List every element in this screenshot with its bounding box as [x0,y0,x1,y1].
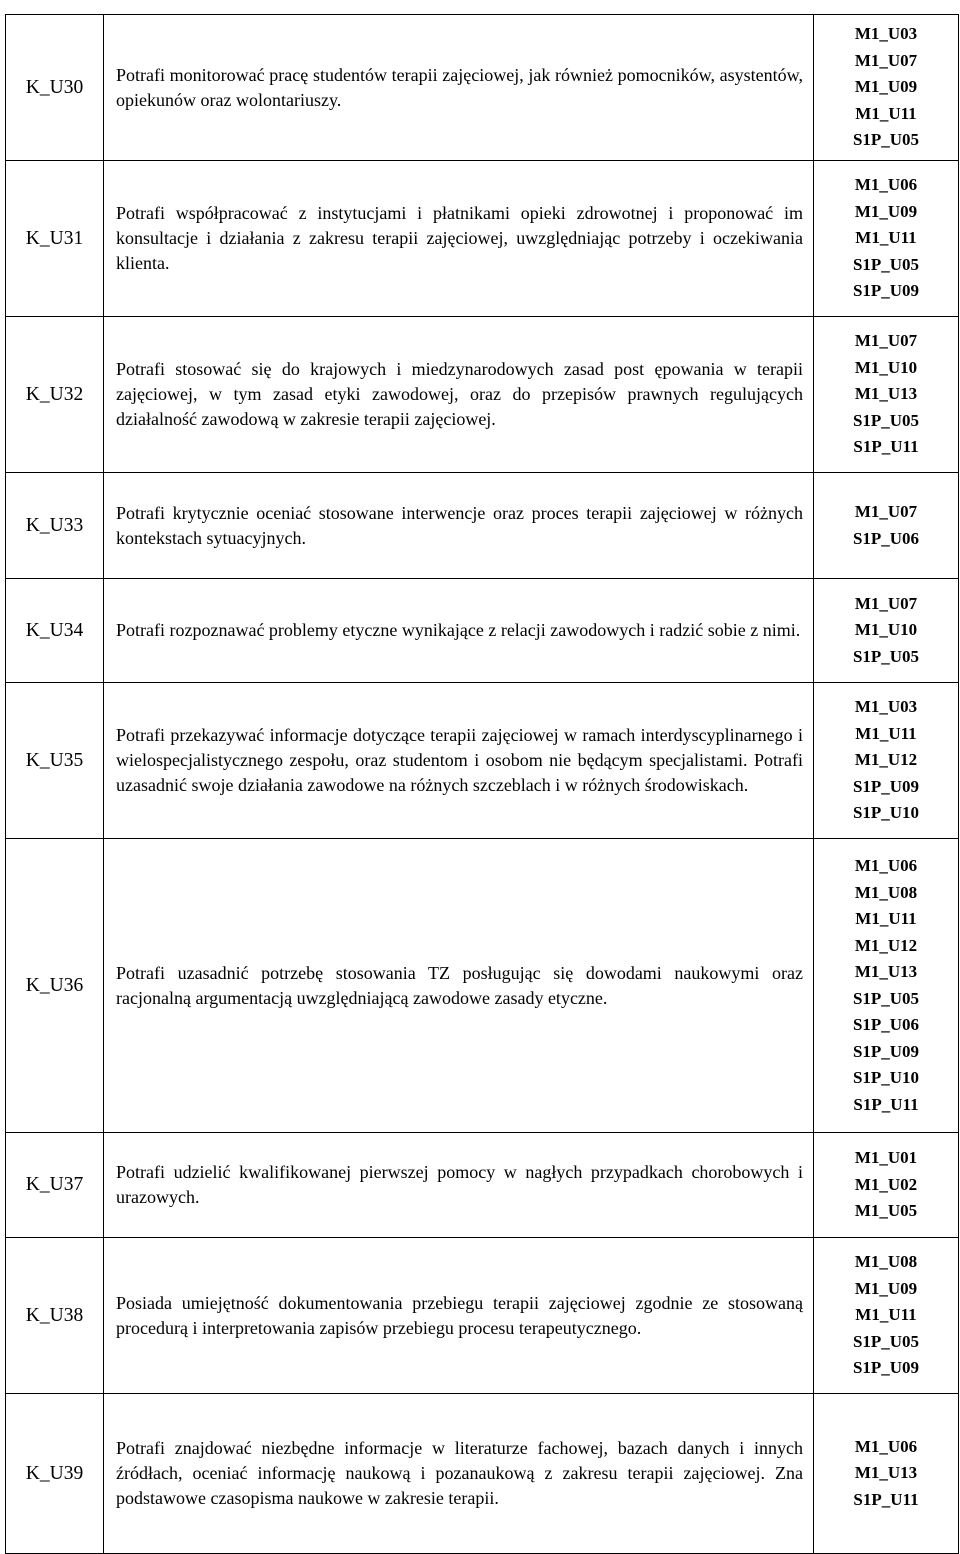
reference-code: S1P_U11 [853,1489,919,1509]
reference-code: M1_U11 [855,909,917,928]
reference-code: M1_U05 [854,1201,918,1221]
outcome-description-cell [104,579,814,683]
outcome-references [814,579,959,683]
outcome-description: Potrafi krytycznie oceniać stosowane interwencje oraz proces terapii zajęciowej w różnych kontekstach sytuacyjnych. [116,502,803,548]
reference-code: S1P_U06 [852,1015,920,1034]
reference-code: M1_U11 [855,1305,917,1325]
reference-code: S1P_U06 [852,528,920,548]
outcome-description: Potrafi monitorować pracę studentów terapii zajęciowej, jak również pomocników, asystentów, opiekunów oraz wolontariuszy. [116,64,803,110]
outcome-code: K_U32 [6,317,104,473]
reference-code: M1_U13 [854,1463,918,1483]
outcome-code: K_U35 [6,683,104,839]
table-row [6,579,959,683]
reference-code: M1_U07 [854,331,918,351]
reference-code: M1_U11 [855,723,917,743]
outcome-description-cell [104,473,814,579]
outcome-description: Potrafi udzielić kwalifikowanej pierwszej pomocy w nagłych przypadkach chorobowych i urazowych. [116,1162,803,1207]
reference-code: S1P_U09 [852,281,920,301]
reference-code: M1_U10 [854,620,918,640]
outcome-references [814,161,959,317]
outcome-description-cell [104,1133,814,1238]
outcome-references [814,683,959,839]
reference-code: M1_U06 [854,1436,918,1456]
outcome-references [814,15,959,161]
outcome-description-cell [104,161,814,317]
table-row [6,317,959,473]
outcome-description-cell [104,15,814,161]
outcome-description-cell [104,839,814,1133]
reference-code: M1_U02 [854,1174,918,1194]
reference-code: M1_U03 [854,697,918,717]
outcome-description-cell [104,1238,814,1394]
reference-code: S1P_U05 [852,410,920,430]
outcome-references [814,473,959,579]
outcome-code: K_U33 [6,473,104,579]
reference-code: S1P_U05 [852,988,920,1008]
outcome-description-cell [104,1394,814,1554]
outcome-description: Potrafi stosować się do krajowych i miedzynarodowych zasad post ępowania w terapii zajęciowej, w tym zasad etyki zawodowej, oraz do przepisów prawnych regulujących działalność zawodową w zakresie terapii zajęciowej. [116,359,803,429]
table-row [6,473,959,579]
reference-code: M1_U12 [854,935,918,955]
reference-code: M1_U09 [854,201,918,221]
table-body [6,15,959,1554]
outcome-references [814,839,959,1133]
reference-code: S1P_U10 [852,1068,920,1087]
reference-code: M1_U09 [854,1278,918,1298]
reference-code: S1P_U05 [852,646,920,666]
reference-code: M1_U12 [854,750,918,770]
reference-code: M1_U07 [854,50,918,70]
outcome-description: Potrafi znajdować niezbędne informacje w literaturze fachowej, bazach danych i innych źródłach, oceniać informację naukową i pozanaukową z zakresu terapii zajęciowej. Zna podstawowe czasopisma naukowe w zakresie terapii. [116,1438,803,1508]
reference-code: S1P_U09 [852,1358,920,1378]
reference-code: M1_U09 [854,77,918,97]
table-row [6,1238,959,1394]
reference-code: S1P_U05 [852,130,920,150]
reference-code: S1P_U11 [853,1094,919,1114]
reference-code: S1P_U05 [852,1331,920,1351]
reference-code: S1P_U05 [852,254,920,274]
reference-code: M1_U07 [854,593,918,613]
outcome-code: K_U38 [6,1238,104,1394]
table-row [6,683,959,839]
reference-code: M1_U07 [854,502,918,521]
reference-code: S1P_U10 [852,803,920,823]
reference-code: S1P_U11 [853,437,919,457]
outcome-description: Posiada umiejętność dokumentowania przebiegu terapii zajęciowej zgodnie ze stosowaną procedurą i interpretowania zapisów przebiegu procesu terapeutycznego. [116,1292,803,1338]
reference-code: S1P_U09 [852,776,920,796]
outcome-code: K_U31 [6,161,104,317]
outcome-code: K_U36 [6,839,104,1133]
outcome-code: K_U30 [6,15,104,161]
table-row [6,1394,959,1554]
reference-code: M1_U06 [854,175,918,195]
outcome-description-cell [104,683,814,839]
reference-code: M1_U11 [855,228,917,248]
table-row [6,1133,959,1238]
reference-code: M1_U08 [854,882,918,902]
reference-code: S1P_U09 [852,1041,920,1061]
reference-code: M1_U08 [854,1252,918,1272]
reference-code: M1_U06 [854,856,918,875]
reference-code: M1_U10 [854,357,918,377]
table-row [6,839,959,1133]
outcome-description-cell [104,317,814,473]
outcome-description: Potrafi współpracować z instytucjami i płatnikami opieki zdrowotnej i proponować im konsultacje i działania z zakresu terapii zajęciowej, uwzględniając potrzeby i oczekiwania klienta. [116,203,803,273]
table-row [6,161,959,317]
outcome-references [814,317,959,473]
learning-outcomes-table [5,14,959,1554]
table-row [6,15,959,161]
reference-code: M1_U01 [854,1148,918,1168]
outcome-references [814,1238,959,1394]
outcome-description: Potrafi przekazywać informacje dotyczące terapii zajęciowej w ramach interdyscyplinarnego i wielospecjalistycznego zespołu, oraz studentom i osobom nie będącym specjalistami. Potrafi uzasadnić swoje działania zawodowe na różnych szczeblach i w różnych środowiskach. [116,725,803,795]
reference-code: M1_U03 [854,24,918,44]
reference-code: M1_U11 [855,103,917,123]
outcome-references [814,1394,959,1554]
outcome-references [814,1133,959,1238]
reference-code: M1_U13 [854,384,918,404]
outcome-code: K_U37 [6,1133,104,1238]
outcome-description: Potrafi rozpoznawać problemy etyczne wynikające z relacji zawodowych i radzić sobie z nimi. [116,620,801,640]
outcome-code: K_U39 [6,1394,104,1554]
outcome-description: Potrafi uzasadnić potrzebę stosowania TZ posługując się dowodami naukowymi oraz racjonalną argumentacją uwzględniającą zawodowe zasady etyczne. [116,962,803,1008]
outcome-code: K_U34 [6,579,104,683]
reference-code: M1_U13 [854,962,918,981]
